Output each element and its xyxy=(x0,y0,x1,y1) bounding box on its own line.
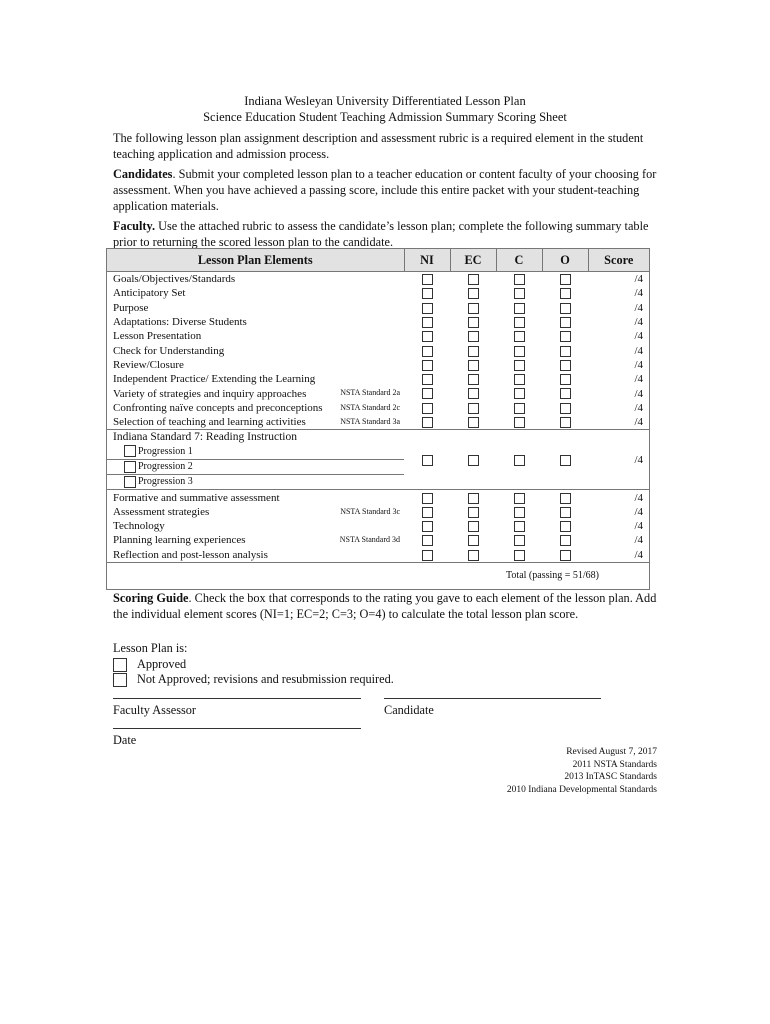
score-cell: /4 xyxy=(588,315,650,329)
c-checkbox[interactable] xyxy=(514,274,525,285)
c-checkbox[interactable] xyxy=(514,388,525,399)
score-cell: /4 xyxy=(588,519,650,533)
element-label: Reflection and post-lesson analysis xyxy=(113,548,268,561)
rubric-row xyxy=(107,548,650,563)
c-checkbox[interactable] xyxy=(514,303,525,314)
ec-checkbox[interactable] xyxy=(468,274,479,285)
rubric-row xyxy=(107,519,650,533)
ni-checkbox[interactable] xyxy=(422,303,433,314)
ni-checkbox[interactable] xyxy=(422,331,433,342)
score-cell: /4 xyxy=(588,286,650,300)
not-approved-label: Not Approved; revisions and resubmission required. xyxy=(137,672,394,686)
indiana-standards-note: 2010 Indiana Developmental Standards xyxy=(506,784,657,795)
faculty-signature-line[interactable] xyxy=(113,698,361,699)
header-c: C xyxy=(496,249,542,272)
nsta-standard-tag: NSTA Standard 2a xyxy=(340,388,400,398)
c-checkbox[interactable] xyxy=(514,346,525,357)
rubric-row xyxy=(107,372,650,386)
header-o: O xyxy=(542,249,588,272)
ni-checkbox[interactable] xyxy=(422,417,433,428)
score-cell: /4 xyxy=(588,358,650,372)
scoring-guide-paragraph xyxy=(113,590,658,622)
o-checkbox[interactable] xyxy=(560,346,571,357)
faculty-assessor-label: Faculty Assessor xyxy=(113,703,197,717)
o-checkbox[interactable] xyxy=(560,360,571,371)
candidates-text: . Submit your completed lesson plan to a teacher education or content faculty of your choosing for assessment. When you have achieved a passing score, include this entire packet with your student-teaching application materials. xyxy=(113,167,657,213)
score-cell: /4 xyxy=(588,329,650,343)
faculty-label: Faculty. xyxy=(113,219,156,233)
approved-label: Approved xyxy=(137,657,187,671)
nsta-standard-tag: NSTA Standard 3d xyxy=(339,535,400,545)
ec-checkbox[interactable] xyxy=(468,507,479,518)
element-label: Goals/Objectives/Standards xyxy=(113,273,236,286)
candidates-label: Candidates xyxy=(113,167,173,181)
faculty-text: Use the attached rubric to assess the candidate’s lesson plan; complete the following summary table prior to returning the scored lesson plan to the candidate. xyxy=(113,219,649,249)
c-checkbox[interactable] xyxy=(514,535,525,546)
revised-date: Revised August 7, 2017 xyxy=(566,747,657,757)
rubric-row xyxy=(107,329,650,343)
o-checkbox[interactable] xyxy=(560,455,571,466)
c-checkbox[interactable] xyxy=(514,550,525,561)
rubric-row xyxy=(107,272,650,287)
header-score: Score xyxy=(588,249,650,272)
c-checkbox[interactable] xyxy=(514,507,525,518)
c-checkbox[interactable] xyxy=(514,331,525,342)
revision-notes xyxy=(507,746,657,796)
rubric-table xyxy=(106,248,650,590)
c-checkbox[interactable] xyxy=(514,288,525,299)
score-cell: /4 xyxy=(588,415,650,430)
ni-checkbox[interactable] xyxy=(422,317,433,328)
scoring-guide-text: . Check the box that corresponds to the rating you gave to each element of the lesson plan. Add the individual element scores (NI=1; EC=2; C=3; O=4) to calculate the total lesson plan score. xyxy=(113,591,657,621)
element-label: Review/Closure xyxy=(113,358,184,371)
element-cell xyxy=(107,533,405,547)
element-cell xyxy=(107,286,405,300)
element-label: Confronting naïve concepts and preconceptions xyxy=(113,401,323,414)
element-label: Purpose xyxy=(113,301,149,314)
o-checkbox[interactable] xyxy=(560,403,571,414)
rubric-header-row xyxy=(107,249,650,272)
nsta-standards-note: 2011 NSTA Standards xyxy=(572,759,657,770)
ni-checkbox[interactable] xyxy=(422,403,433,414)
rubric-row xyxy=(107,505,650,519)
score-cell: /4 xyxy=(588,272,650,287)
ec-checkbox[interactable] xyxy=(468,374,479,385)
element-label: Assessment strategies xyxy=(113,505,210,518)
reading-score: /4 xyxy=(588,430,650,490)
o-checkbox[interactable] xyxy=(560,507,571,518)
c-checkbox[interactable] xyxy=(514,317,525,328)
o-checkbox[interactable] xyxy=(560,331,571,342)
ec-checkbox[interactable] xyxy=(468,331,479,342)
ec-checkbox[interactable] xyxy=(468,535,479,546)
ni-checkbox[interactable] xyxy=(422,274,433,285)
element-cell xyxy=(107,329,405,343)
ec-checkbox[interactable] xyxy=(468,303,479,314)
element-label: Formative and summative assessment xyxy=(113,491,280,504)
faculty-paragraph xyxy=(113,218,658,250)
approved-option[interactable] xyxy=(113,657,186,672)
o-checkbox[interactable] xyxy=(560,493,571,504)
c-checkbox[interactable] xyxy=(514,521,525,532)
intro-paragraph: The following lesson plan assignment description and assessment rubric is a required element in the student teaching application and admission process. xyxy=(113,131,644,161)
element-label: Independent Practice/ Extending the Learning xyxy=(113,373,316,386)
ni-checkbox[interactable] xyxy=(422,288,433,299)
o-checkbox[interactable] xyxy=(560,274,571,285)
date-label: Date xyxy=(113,733,137,747)
element-cell xyxy=(107,272,405,287)
ec-checkbox[interactable] xyxy=(468,360,479,371)
reading-label: Indiana Standard 7: Reading Instruction xyxy=(107,430,405,445)
total-label: Total (passing = 51/68) xyxy=(107,562,650,589)
score-cell: /4 xyxy=(588,386,650,400)
ni-checkbox[interactable] xyxy=(422,360,433,371)
doc-title-line1: Indiana Wesleyan University Differentiated Lesson Plan xyxy=(244,94,526,108)
c-checkbox[interactable] xyxy=(514,455,525,466)
element-label: Selection of teaching and learning activities xyxy=(113,416,306,429)
progression-2-label: Progression 2 xyxy=(138,461,193,472)
rubric-row xyxy=(107,315,650,329)
not-approved-checkbox[interactable] xyxy=(113,673,127,687)
ec-checkbox[interactable] xyxy=(468,417,479,428)
reading-row xyxy=(107,430,650,445)
rubric-row xyxy=(107,386,650,400)
c-checkbox[interactable] xyxy=(514,360,525,371)
nsta-standard-tag: NSTA Standard 3c xyxy=(340,506,400,516)
ni-checkbox[interactable] xyxy=(422,455,433,466)
nsta-standard-tag: NSTA Standard 3a xyxy=(340,416,400,426)
score-cell: /4 xyxy=(588,490,650,505)
o-checkbox[interactable] xyxy=(560,303,571,314)
intasc-standards-note: 2013 InTASC Standards xyxy=(564,772,657,782)
element-label: Adaptations: Diverse Students xyxy=(113,316,247,329)
o-checkbox[interactable] xyxy=(560,521,571,532)
ec-checkbox[interactable] xyxy=(468,388,479,399)
ec-checkbox[interactable] xyxy=(468,550,479,561)
candidate-signature-line[interactable] xyxy=(384,698,601,699)
element-label: Check for Understanding xyxy=(113,344,225,357)
scoring-guide-label: Scoring Guide xyxy=(113,591,189,605)
o-checkbox[interactable] xyxy=(560,288,571,299)
ni-checkbox[interactable] xyxy=(422,521,433,532)
element-label: Technology xyxy=(113,520,165,533)
rubric-row xyxy=(107,401,650,415)
o-checkbox[interactable] xyxy=(560,417,571,428)
element-cell xyxy=(107,343,405,357)
header-ni: NI xyxy=(404,249,450,272)
c-checkbox[interactable] xyxy=(514,493,525,504)
not-approved-option[interactable] xyxy=(113,672,394,687)
rubric-row xyxy=(107,358,650,372)
approved-checkbox[interactable] xyxy=(113,658,127,672)
element-cell xyxy=(107,301,405,315)
rubric-row xyxy=(107,343,650,357)
element-cell xyxy=(107,519,405,533)
ni-checkbox[interactable] xyxy=(422,550,433,561)
rubric-row xyxy=(107,415,650,430)
ni-checkbox[interactable] xyxy=(422,374,433,385)
element-cell xyxy=(107,415,405,430)
progression-1-checkbox[interactable] xyxy=(124,445,136,457)
ec-checkbox[interactable] xyxy=(468,521,479,532)
progression-2-checkbox[interactable] xyxy=(124,461,136,473)
c-checkbox[interactable] xyxy=(514,374,525,385)
element-cell xyxy=(107,490,405,505)
header-ec: EC xyxy=(450,249,496,272)
lesson-plan-is-label: Lesson Plan is: xyxy=(113,641,188,655)
o-checkbox[interactable] xyxy=(560,535,571,546)
score-cell: /4 xyxy=(588,505,650,519)
progression-3-label: Progression 3 xyxy=(138,476,193,488)
ni-checkbox[interactable] xyxy=(422,388,433,399)
date-line[interactable] xyxy=(113,728,361,729)
rubric-row xyxy=(107,286,650,300)
total-row xyxy=(107,562,650,589)
element-label: Anticipatory Set xyxy=(113,287,186,300)
ec-checkbox[interactable] xyxy=(468,346,479,357)
ec-checkbox[interactable] xyxy=(468,288,479,299)
element-cell xyxy=(107,372,405,386)
score-cell: /4 xyxy=(588,343,650,357)
progression-1-label: Progression 1 xyxy=(138,445,193,457)
ni-checkbox[interactable] xyxy=(422,535,433,546)
element-cell xyxy=(107,358,405,372)
ec-checkbox[interactable] xyxy=(468,403,479,414)
score-cell: /4 xyxy=(588,401,650,415)
o-checkbox[interactable] xyxy=(560,388,571,399)
ec-checkbox[interactable] xyxy=(468,317,479,328)
element-cell xyxy=(107,401,405,415)
c-checkbox[interactable] xyxy=(514,403,525,414)
progression-3-checkbox[interactable] xyxy=(124,476,136,488)
ec-checkbox[interactable] xyxy=(468,455,479,466)
rubric-row xyxy=(107,533,650,547)
header-elements: Lesson Plan Elements xyxy=(107,249,405,272)
element-label: Variety of strategies and inquiry approaches xyxy=(113,387,307,400)
score-cell: /4 xyxy=(588,533,650,547)
o-checkbox[interactable] xyxy=(560,317,571,328)
candidates-paragraph xyxy=(113,166,658,214)
c-checkbox[interactable] xyxy=(514,417,525,428)
element-cell xyxy=(107,386,405,400)
element-cell xyxy=(107,315,405,329)
element-label: Planning learning experiences xyxy=(113,534,246,547)
o-checkbox[interactable] xyxy=(560,374,571,385)
score-cell: /4 xyxy=(588,372,650,386)
doc-title-line2: Science Education Student Teaching Admission Summary Scoring Sheet xyxy=(203,110,567,124)
score-cell: /4 xyxy=(588,548,650,563)
candidate-label: Candidate xyxy=(384,703,434,717)
element-label: Lesson Presentation xyxy=(113,330,202,343)
nsta-standard-tag: NSTA Standard 2c xyxy=(340,402,400,412)
score-cell: /4 xyxy=(588,301,650,315)
ni-checkbox[interactable] xyxy=(422,507,433,518)
ni-checkbox[interactable] xyxy=(422,346,433,357)
element-cell xyxy=(107,505,405,519)
rubric-row xyxy=(107,490,650,505)
ec-checkbox[interactable] xyxy=(468,493,479,504)
o-checkbox[interactable] xyxy=(560,550,571,561)
element-cell xyxy=(107,548,405,563)
rubric-row xyxy=(107,301,650,315)
ni-checkbox[interactable] xyxy=(422,493,433,504)
